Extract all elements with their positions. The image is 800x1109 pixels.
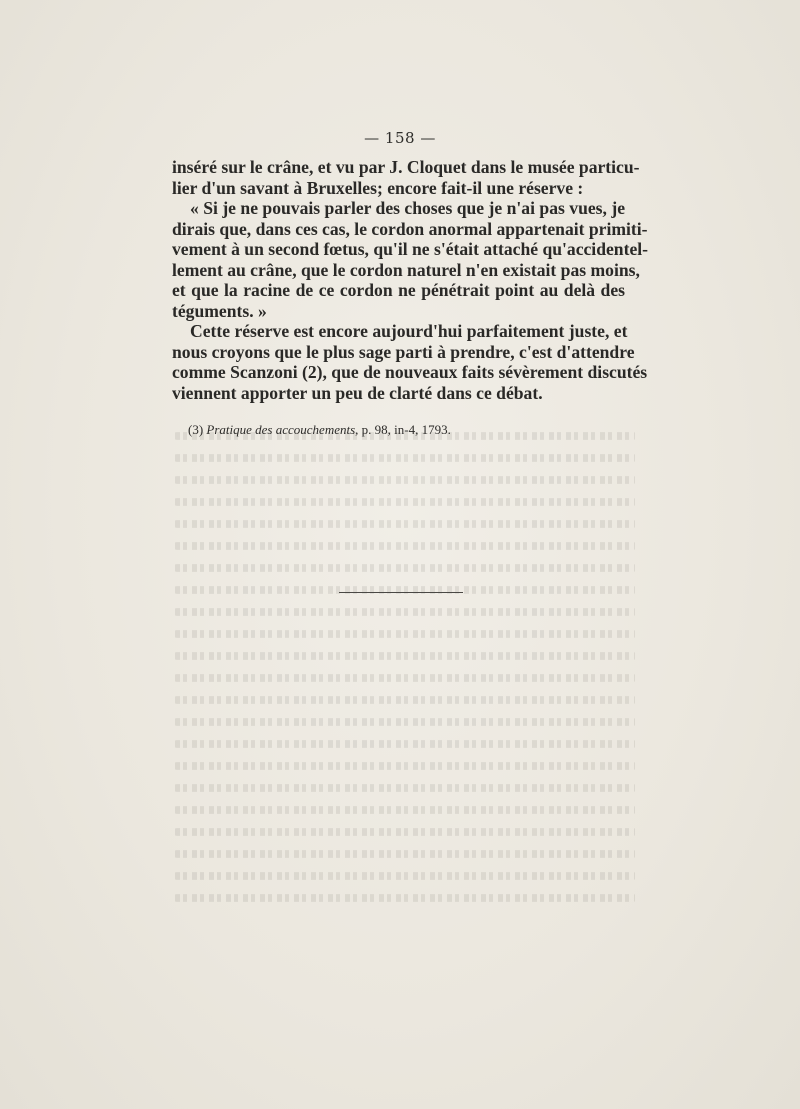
footnote-marker: (3)	[188, 422, 204, 437]
text-line: téguments. »	[172, 300, 267, 321]
text-line: et que la racine de ce cordon ne pénétrait point au delà des	[172, 280, 625, 300]
text-line: lement au crâne, que le cordon naturel n'en existait pas moins,	[172, 259, 640, 280]
text-line: dirais que, dans ces cas, le cordon anormal appartenait primiti-	[172, 218, 648, 239]
text-line: comme Scanzoni (2), que de nouveaux faits sévèrement discutés	[172, 362, 648, 382]
footnote	[188, 422, 451, 438]
section-divider	[339, 592, 463, 593]
text-line: vement à un second fœtus, qu'il ne s'était attaché qu'accidentel-	[172, 239, 648, 259]
text-line: « Si je ne pouvais parler des choses que je n'ai pas vues, je	[190, 198, 625, 218]
page-number: — 158 —	[364, 129, 436, 147]
text-line: nous croyons que le plus sage parti à prendre, c'est d'attendre	[172, 341, 635, 362]
footnote-title: Pratique des accouchements	[206, 422, 356, 437]
body-text	[172, 157, 648, 403]
text-line: viennent apporter un peu de clarté dans ce débat.	[172, 382, 543, 403]
text-line: lier d'un savant à Bruxelles; encore fait-il une réserve :	[172, 177, 584, 198]
reverse-side-show-through	[175, 425, 635, 945]
footnote-citation: , p. 98, in-4, 1793.	[355, 422, 451, 437]
text-line: inséré sur le crâne, et vu par J. Cloquet dans le musée particu-	[172, 157, 640, 177]
text-line: Cette réserve est encore aujourd'hui parfaitement juste, et	[190, 321, 628, 341]
